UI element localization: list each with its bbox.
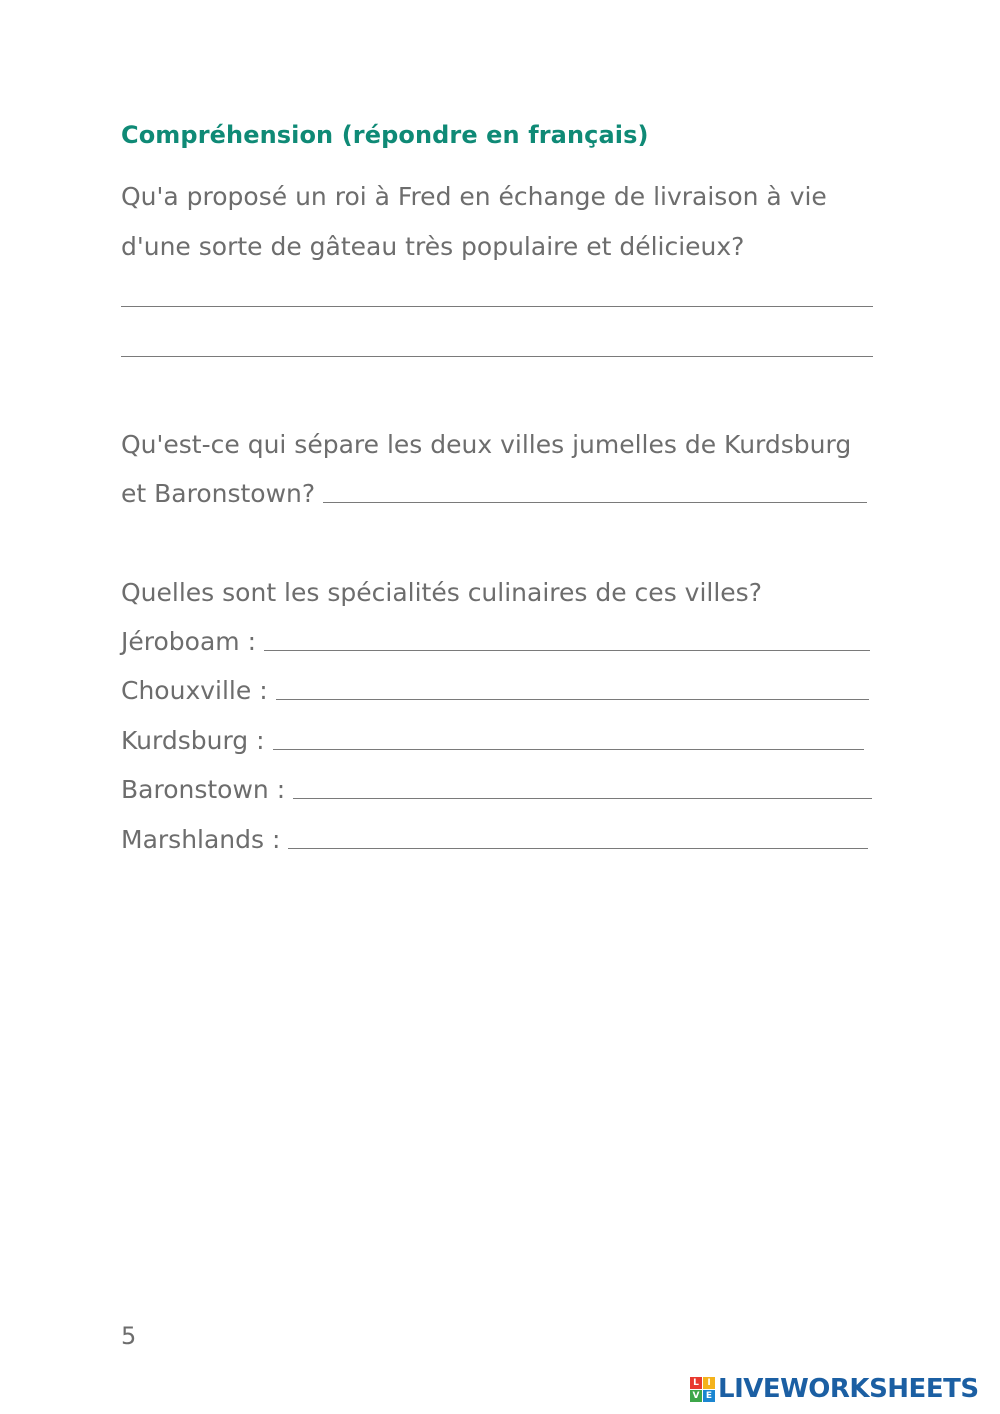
town-row-baronstown [121, 775, 872, 805]
question-1-line-1: Qu'a proposé un roi à Fred en échange de livraison à vie [121, 182, 827, 211]
logo-mark-tile: E [703, 1390, 715, 1402]
question-3: Quelles sont les spécialités culinaires de ces villes? [121, 578, 762, 607]
answer-line-q1-b[interactable] [121, 356, 873, 357]
logo-text: LIVEWORKSHEETS [718, 1374, 979, 1404]
town-label: Marshlands : [121, 825, 281, 854]
answer-line-q2[interactable] [323, 502, 867, 503]
town-label: Kurdsburg : [121, 726, 265, 755]
answer-line-marshlands[interactable] [288, 848, 868, 849]
town-label: Jéroboam : [121, 627, 256, 656]
page-number: 5 [121, 1322, 137, 1350]
answer-line-baronstown[interactable] [293, 798, 872, 799]
town-row-chouxville [121, 676, 869, 706]
answer-line-jeroboam[interactable] [264, 650, 870, 651]
question-2-line-2: et Baronstown? [121, 479, 316, 508]
logo-mark-tile: V [690, 1390, 702, 1402]
section-heading: Compréhension (répondre en français) [121, 121, 649, 149]
logo-mark-icon [690, 1377, 715, 1402]
answer-line-q1-a[interactable] [121, 306, 873, 307]
liveworksheets-logo [690, 1373, 979, 1405]
town-row-marshlands [121, 825, 868, 855]
logo-mark-tile: I [703, 1377, 715, 1389]
town-label: Chouxville : [121, 676, 268, 705]
town-row-kurdsburg [121, 726, 864, 756]
town-row-jeroboam [121, 627, 870, 657]
answer-line-chouxville[interactable] [276, 699, 869, 700]
town-label: Baronstown : [121, 775, 286, 804]
logo-mark-tile: L [690, 1377, 702, 1389]
question-2-line-1: Qu'est-ce qui sépare les deux villes jumelles de Kurdsburg [121, 430, 852, 459]
answer-line-kurdsburg[interactable] [273, 749, 864, 750]
question-2-answer-row [121, 479, 867, 509]
question-1-line-2: d'une sorte de gâteau très populaire et délicieux? [121, 232, 745, 261]
